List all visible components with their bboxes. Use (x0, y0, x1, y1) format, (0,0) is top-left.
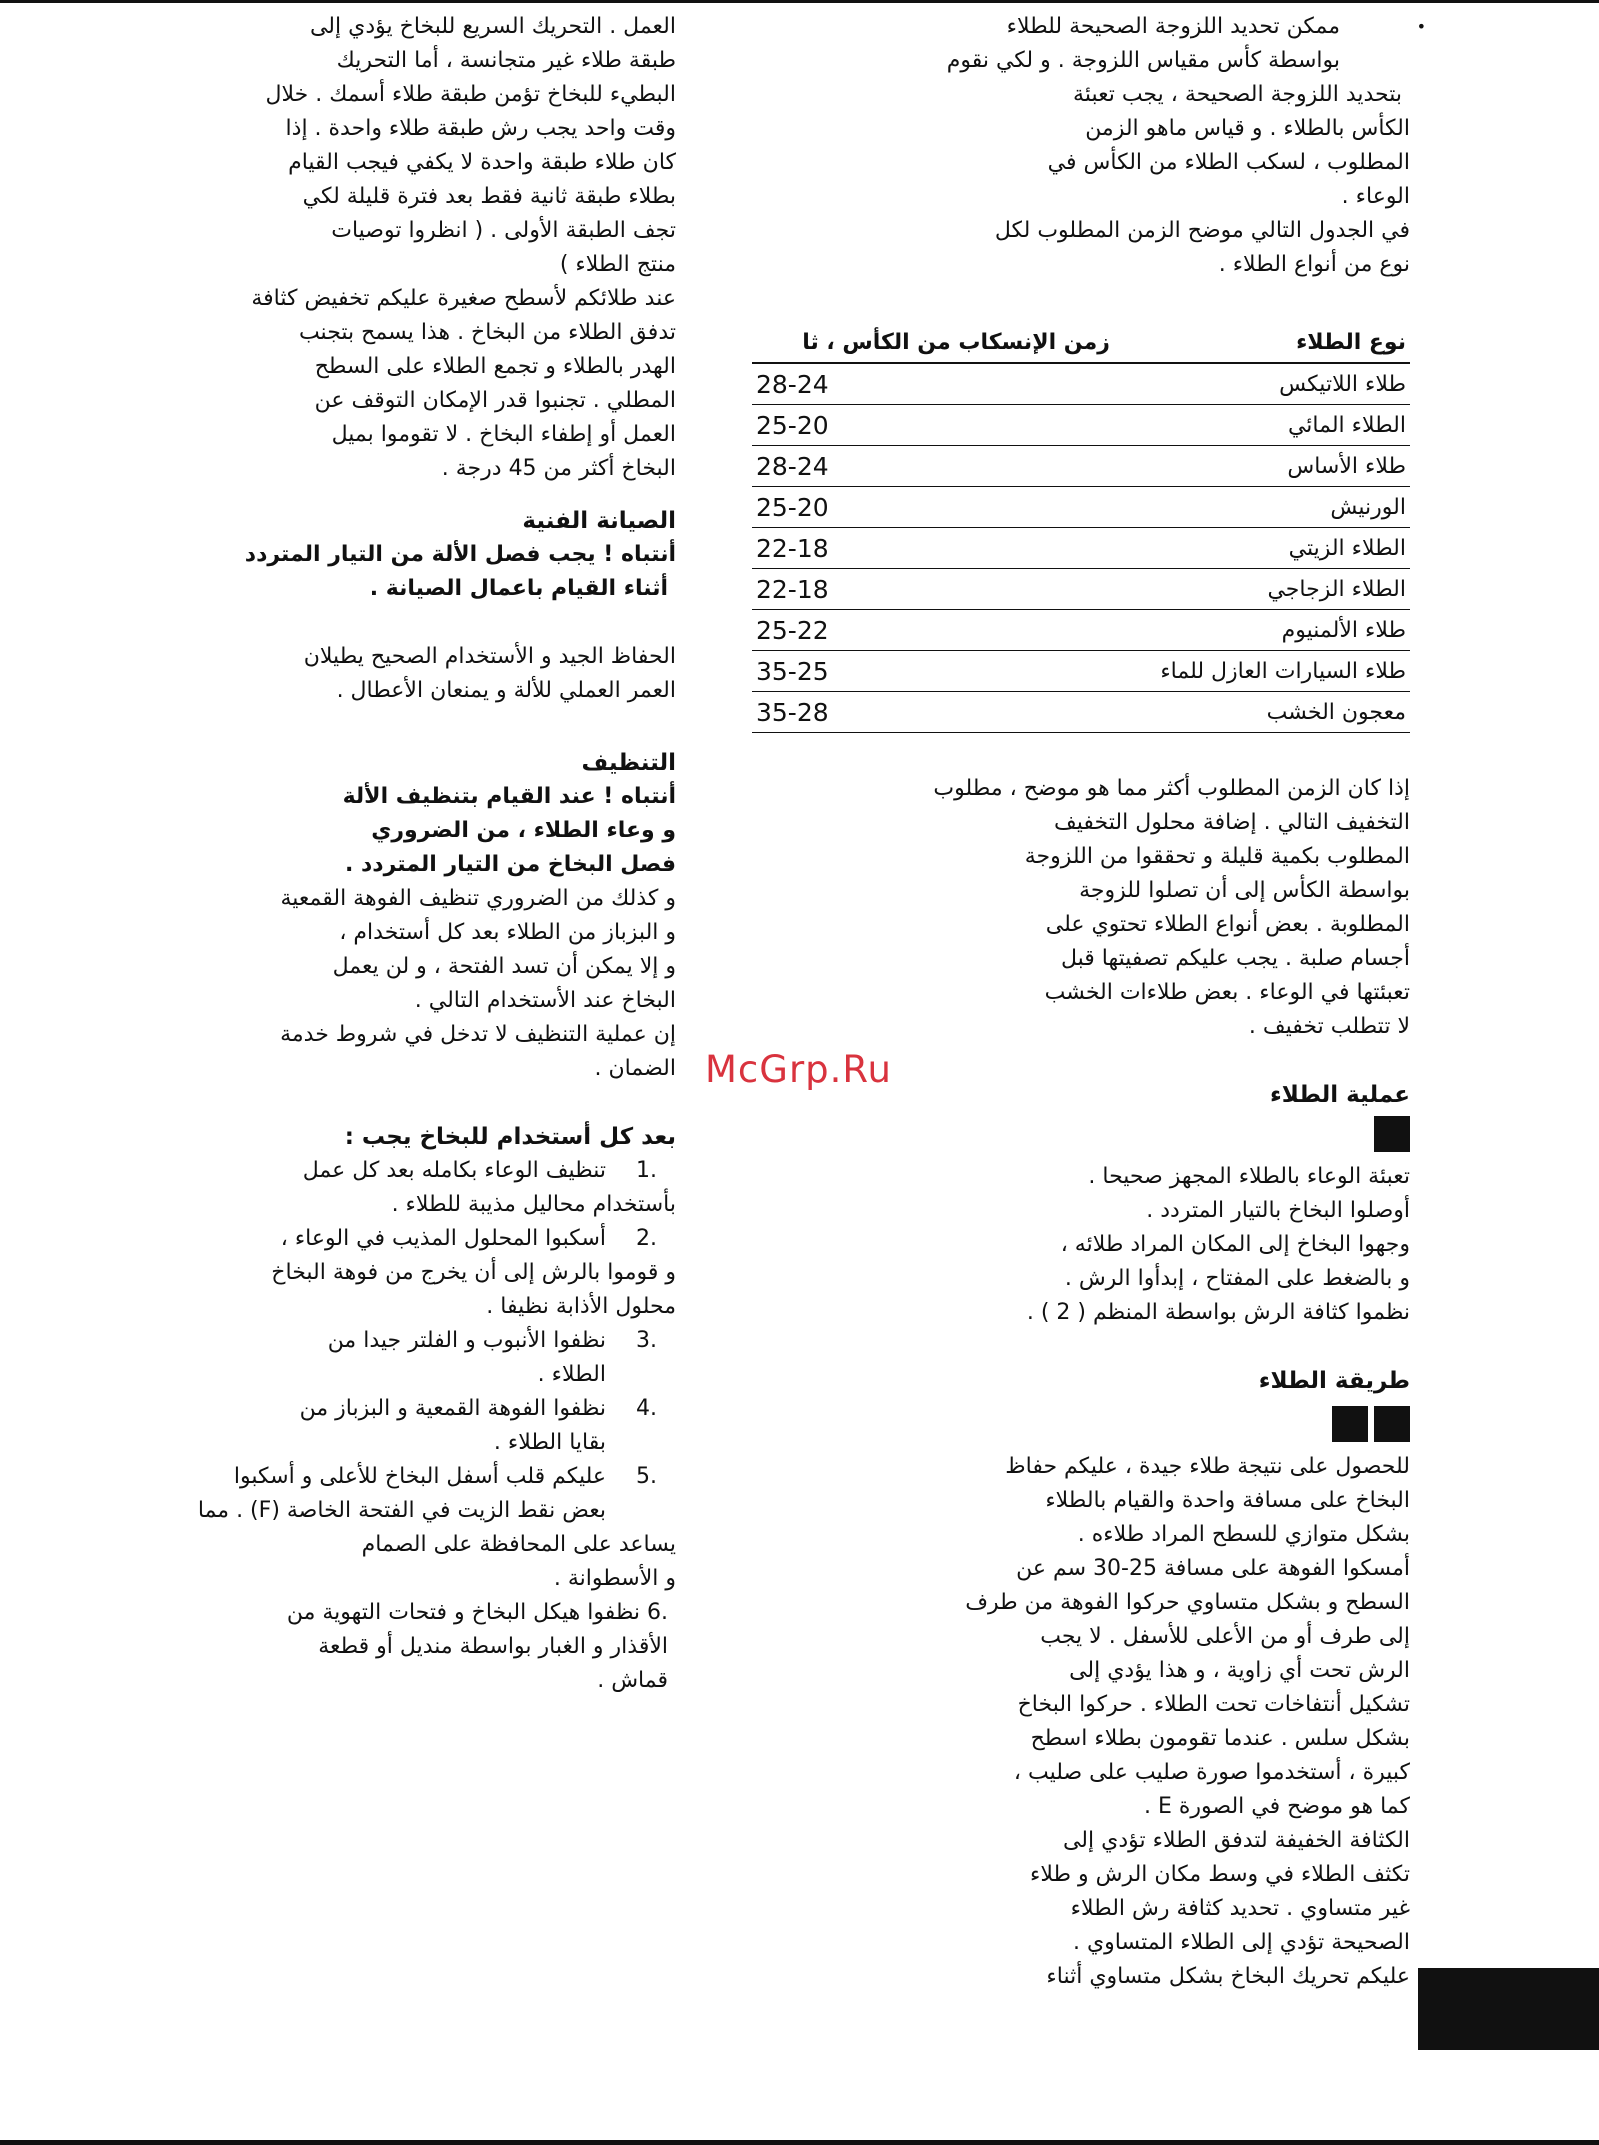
body-line: تدفق الطلاء من البخاخ . هذا يسمح بتجنب (298, 320, 676, 345)
table-row (752, 363, 1410, 405)
paint-type-cell: طلاء السيارات العازل للماء (1120, 651, 1410, 692)
watermark: McGrp.Ru (705, 1048, 892, 1091)
intro-line: بواسطة كأس مقياس اللزوجة . و لكي نقوم (946, 48, 1340, 73)
process-icon-row (752, 1112, 1410, 1160)
step-number: 1. (636, 1158, 657, 1183)
process-line: أوصلوا البخاخ بالتيار المتردد . (1146, 1198, 1410, 1223)
warning-line: أنتباه ! يجب فصل الألة من التيار المتردد (244, 542, 676, 567)
body-line: و كذلك من الضروري تنظيف الفوهة القمعية (280, 886, 676, 911)
table-header-row (752, 322, 1410, 363)
body-line: إن عملية التنظيف لا تدخل في شروط خدمة (280, 1022, 676, 1047)
method-line: البخاخ على مسافة واحدة والقيام بالطلاء (1045, 1488, 1410, 1513)
step-number: 4. (636, 1396, 657, 1421)
page-edge-tab (1418, 1968, 1599, 2050)
flow-time-cell: 25-22 (752, 610, 1120, 651)
flow-time-cell: 35-28 (752, 692, 1120, 733)
flow-time-cell: 25-20 (752, 487, 1120, 528)
step-line: نظفوا الأنبوب و الفلتر جيدا من (327, 1328, 606, 1353)
intro-line: الوعاء . (1341, 184, 1410, 209)
flow-time-cell: 35-25 (752, 651, 1120, 692)
body-line: العمل . التحريك السريع للبخاخ يؤدي إلى (309, 14, 676, 39)
method-heading: طريقة الطلاء (1258, 1368, 1410, 1394)
table-row (752, 446, 1410, 487)
paint-type-cell: طلاء الأساس (1120, 446, 1410, 487)
body-line: البخاخ أكثر من 45 درجة . (441, 456, 676, 481)
paint-type-cell: الطلاء الزيتي (1120, 528, 1410, 569)
intro-line: الكأس بالطلاء . و قياس ماهو الزمن (1085, 116, 1410, 141)
right-column (752, 10, 1426, 282)
thinning-paragraph (752, 772, 1410, 1044)
body-line: الهدر بالطلاء و تجمع الطلاء على السطح (314, 354, 676, 379)
intro-line: بتحديد اللزوجة الصحيحة ، يجب تعبئة (1073, 82, 1402, 107)
list-item (190, 1392, 676, 1460)
table-row (752, 569, 1410, 610)
list-item (190, 1324, 676, 1392)
step-line: نظفوا الفوهة القمعية و البزباز من (299, 1396, 606, 1421)
step-line: و الأسطوانة . (553, 1566, 676, 1591)
intro-line: نوع من أنواع الطلاء . (1218, 252, 1410, 277)
bottom-rule (0, 2140, 1599, 2145)
top-rule (0, 0, 1599, 3)
table-row (752, 692, 1410, 733)
process-steps (752, 1160, 1410, 1330)
warning-line: فصل البخاخ من التيار المتردد . (344, 852, 676, 877)
body-line: الحفاظ الجيد و الأستخدام الصحيح يطيلان (303, 644, 676, 669)
cleaning-warning (190, 780, 676, 882)
step-number: 2. (636, 1226, 657, 1251)
paint-type-cell: الطلاء المائي (1120, 405, 1410, 446)
warning-line: أنتباه ! عند القيام بتنظيف الألة (342, 784, 676, 809)
step-number: 5. (636, 1464, 657, 1489)
thinning-line: تعبئتها في الوعاء . بعض طلاءات الخشب (1044, 980, 1410, 1005)
square-marker-icon (1332, 1406, 1368, 1442)
body-line: كان طلاء طبقة واحدة لا يكفي فيجب القيام (288, 150, 676, 175)
intro-line: في الجدول التالي موضح الزمن المطلوب لكل (994, 218, 1410, 243)
method-line: تشكيل أنتفاخات تحت الطلاء . حركوا البخاخ (1017, 1692, 1410, 1717)
process-heading: عملية الطلاء (1269, 1082, 1410, 1108)
paint-type-cell: معجون الخشب (1120, 692, 1410, 733)
method-line: كما هو موضح في الصورة E . (1143, 1794, 1410, 1819)
body-line: و البزباز من الطلاء بعد كل أستخدام ، (339, 920, 676, 945)
body-line: طبقة طلاء غير متجانسة ، أما التحريك (336, 48, 676, 73)
method-line: الكثافة الخفيفة لتدفق الطلاء تؤدي إلى (1062, 1828, 1410, 1853)
paint-type-cell: الورنيش (1120, 487, 1410, 528)
table-row (752, 651, 1410, 692)
body-line: البطيء للبخاخ تؤمن طبقة طلاء أسمك . خلال (265, 82, 676, 107)
header-flow-time: زمن الإنسكاب من الكأس ، ثا (752, 322, 1120, 363)
step-line: بقايا الطلاء . (493, 1430, 606, 1455)
method-paragraph (752, 1450, 1410, 1994)
maintenance-heading: الصيانة الفنية (522, 508, 676, 534)
after-use-steps (190, 1154, 676, 1698)
header-paint-type: نوع الطلاء (1120, 322, 1410, 363)
bullet-icon: • (1416, 17, 1426, 36)
step-line: و قوموا بالرش إلى أن يخرج من فوهة البخاخ (271, 1260, 676, 1285)
process-line: تعبئة الوعاء بالطلاء المجهز صحيحا . (1088, 1164, 1410, 1189)
table-row (752, 405, 1410, 446)
viscosity-table (752, 322, 1410, 733)
method-line: عليكم تحريك البخاخ بشكل متساوي أثناء (1046, 1964, 1410, 1989)
step-line: أسكبوا المحلول المذيب في الوعاء ، (280, 1226, 606, 1251)
method-line: بشكل متوازي للسطح المراد طلاءه . (1077, 1522, 1410, 1547)
left-column (190, 10, 676, 1698)
maintenance-warning (190, 538, 676, 606)
flow-time-cell: 22-18 (752, 569, 1120, 610)
intro-line: ممكن تحديد اللزوجة الصحيحة للطلاء (1006, 14, 1340, 39)
method-icon-row (752, 1398, 1410, 1450)
table-row (752, 487, 1410, 528)
step-line: يساعد على المحافظة على الصمام (361, 1532, 676, 1557)
method-line: الصحيحة تؤدي إلى الطلاء المتساوي . (1072, 1930, 1410, 1955)
thinning-line: المطلوبة . بعض أنواع الطلاء تحتوي على (1045, 912, 1410, 937)
body-line: الضمان . (594, 1056, 676, 1081)
body-line: المطلي . تجنبوا قدر الإمكان التوقف عن (314, 388, 676, 413)
body-line: تجف الطبقة الأولى . ( انظروا توصيات (331, 218, 676, 243)
method-line: كبيرة ، أستخدموا صورة صليب على صليب ، (1013, 1760, 1410, 1785)
cleaning-heading: التنظيف (581, 750, 676, 776)
step-number: 3. (636, 1328, 657, 1353)
table-row (752, 610, 1410, 651)
body-line: و إلا يمكن أن تسد الفتحة ، و لن يعمل (332, 954, 676, 979)
body-line: بطلاء طبقة ثانية فقط بعد فترة قليلة لكي (302, 184, 676, 209)
viscosity-intro (752, 10, 1426, 282)
step-line: الطلاء . (537, 1362, 606, 1387)
maintenance-paragraph (190, 640, 676, 708)
intro-line: المطلوب ، لسكب الطلاء من الكأس في (1047, 150, 1410, 175)
thinning-line: التخفيف التالي . إضافة محلول التخفيف (1054, 810, 1410, 835)
step-line: قماش . (597, 1668, 668, 1693)
step-line: الأقذار و الغبار بواسطة منديل أو قطعة (318, 1634, 668, 1659)
method-line: إلى طرف أو من الأعلى للأسفل . لا يجب (1040, 1624, 1410, 1649)
right-column-lower (752, 772, 1410, 1994)
thinning-line: بواسطة الكأس إلى أن تصلوا للزوجة (1079, 878, 1410, 903)
body-line: منتج الطلاء ) (559, 252, 676, 277)
list-item (190, 1222, 676, 1324)
step-line: بعض نقط الزيت في الفتحة الخاصة (F) . مما (197, 1498, 606, 1523)
thinning-line: إذا كان الزمن المطلوب أكثر مما هو موضح ، مطلوب (933, 776, 1410, 801)
step-line: محلول الأذابة نظيفا . (486, 1294, 676, 1319)
process-line: نظموا كثافة الرش بواسطة المنظم ( 2 ) . (1026, 1300, 1410, 1325)
flow-time-cell: 22-18 (752, 528, 1120, 569)
body-line: العمل أو إطفاء البخاخ . لا تقوموا بميل (331, 422, 676, 447)
paint-type-cell: الطلاء الزجاجي (1120, 569, 1410, 610)
body-line: العمر العملي للألة و يمنعان الأعطال . (336, 678, 676, 703)
flow-time-cell: 28-24 (752, 363, 1120, 405)
process-line: و بالضغط على المفتاح ، إبدأوا الرش . (1064, 1266, 1410, 1291)
thinning-line: المطلوب بكمية قليلة و تحققوا من اللزوجة (1024, 844, 1410, 869)
method-line: غير متساوي . تحديد كثافة رش الطلاء (1070, 1896, 1410, 1921)
spray-paragraph (190, 10, 676, 486)
method-line: للحصول على نتيجة طلاء جيدة ، عليكم حفاظ (1005, 1454, 1410, 1479)
method-line: بشكل سلس . عندما تقومون بطلاء اسطح (1030, 1726, 1410, 1751)
process-line: وجهوا البخاخ إلى المكان المراد طلائه ، (1060, 1232, 1410, 1257)
warning-line: و وعاء الطلاء ، من الضروري (371, 818, 676, 843)
after-use-heading: بعد كل أستخدام للبخاخ يجب : (344, 1124, 676, 1150)
thinning-line: لا تتطلب تخفيف . (1248, 1014, 1410, 1039)
method-line: الرش تحت أي زاوية ، و هذا يؤدي إلى (1069, 1658, 1410, 1683)
step-line: عليكم قلب أسفل البخاخ للأعلى و أسكبوا (233, 1464, 606, 1489)
step-line: .6 نظفوا هيكل البخاخ و فتحات التهوية من (286, 1600, 668, 1625)
body-line: عند طلائكم لأسطح صغيرة عليكم تخفيض كثافة (251, 286, 676, 311)
square-marker-icon (1374, 1406, 1410, 1442)
table-row (752, 528, 1410, 569)
flow-time-cell: 28-24 (752, 446, 1120, 487)
list-item (190, 1154, 676, 1222)
list-item (190, 1460, 676, 1596)
list-item (190, 1596, 676, 1698)
paint-type-cell: طلاء اللاتيكس (1120, 363, 1410, 405)
cleaning-paragraph (190, 882, 676, 1086)
paint-type-cell: طلاء الألمنيوم (1120, 610, 1410, 651)
warning-line: أثناء القيام باعمال الصيانة . (369, 576, 668, 601)
method-line: السطح و بشكل متساوي حركوا الفوهة من طرف (965, 1590, 1410, 1615)
method-line: أمسكوا الفوهة على مسافة 25-30 سم عن (1016, 1556, 1410, 1581)
step-line: بأستخدام محاليل مذيبة للطلاء . (391, 1192, 676, 1217)
body-line: وقت واحد يجب رش طبقة طلاء واحدة . إذا (285, 116, 676, 141)
method-line: تكثف الطلاء في وسط مكان الرش و طلاء (1030, 1862, 1410, 1887)
step-line: تنظيف الوعاء بكامله بعد كل عمل (302, 1158, 606, 1183)
body-line: البخاخ عند الأستخدام التالي . (414, 988, 676, 1013)
thinning-line: أجسام صلبة . يجب عليكم تصفيتها قبل (1060, 946, 1410, 971)
flow-time-cell: 25-20 (752, 405, 1120, 446)
square-marker-icon (1374, 1116, 1410, 1152)
